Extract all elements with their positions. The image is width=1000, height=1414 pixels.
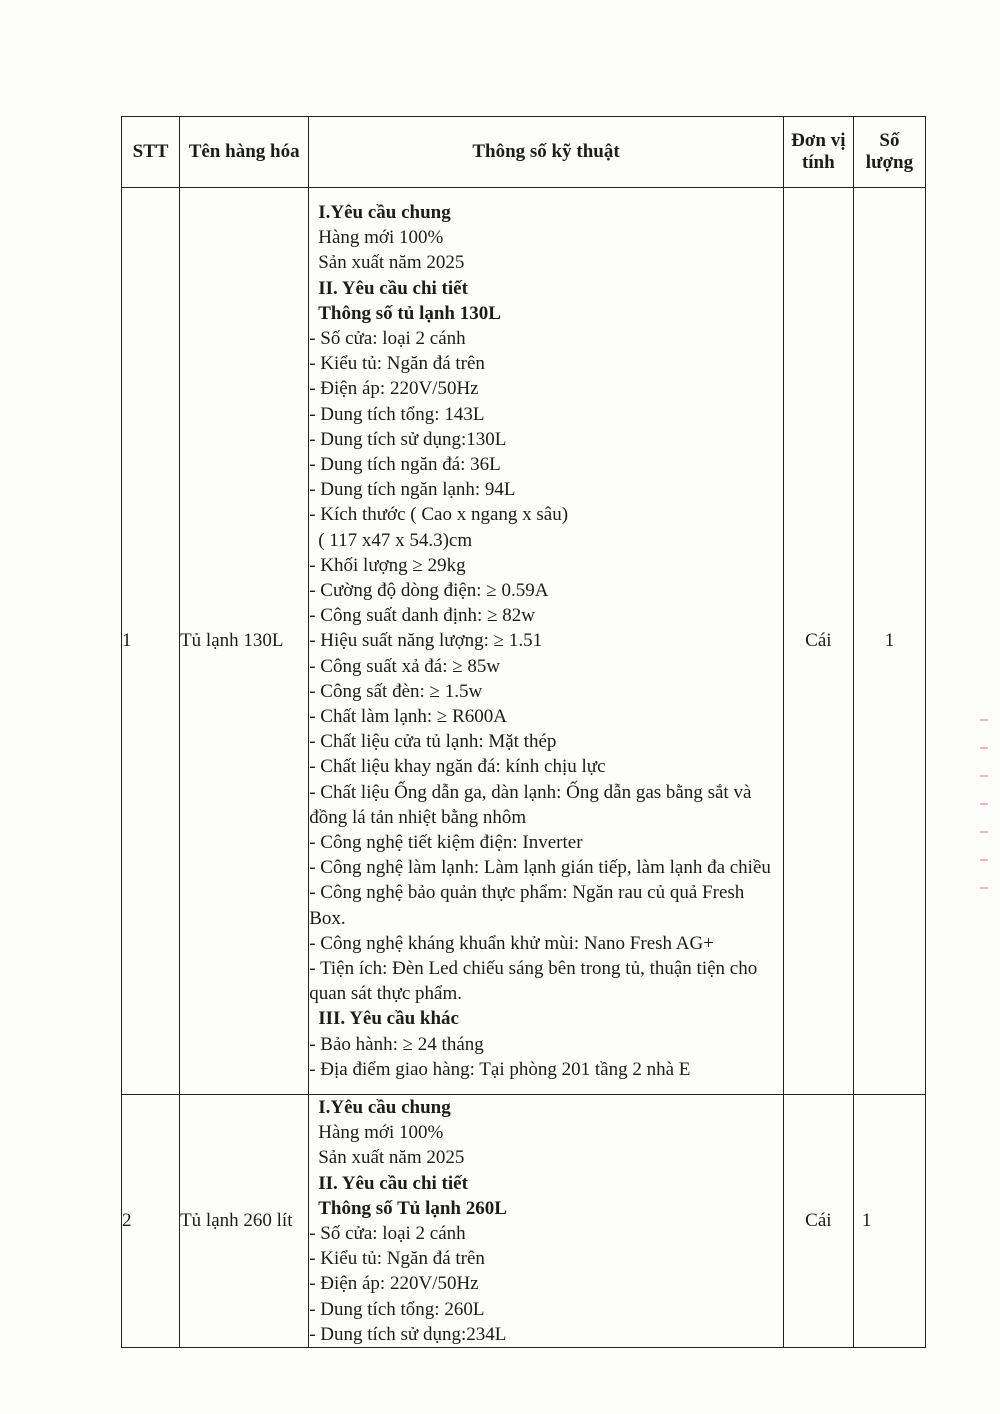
row-item-name: Tủ lạnh 130L (180, 188, 309, 1095)
spec-line: - Tiện ích: Đèn Led chiếu sáng bên trong tủ, thuận tiện cho quan sát thực phẩm. (309, 958, 758, 1005)
spec-line: - Chất liệu Ống dẫn ga, dàn lạnh: Ống dẫn gas bằng sắt và đồng lá tản nhiệt bằng nhôm (309, 781, 752, 828)
spec-line: Thông số Tủ lạnh 260L (318, 1197, 507, 1219)
spec-line: - Hiệu suất năng lượng: ≥ 1.51 (309, 630, 543, 652)
spec-line: - Dung tích tổng: 143L (309, 403, 485, 425)
spec-line: II. Yêu cầu chi tiết (318, 277, 468, 299)
spec-line: - Kiểu tủ: Ngăn đá trên (309, 1248, 485, 1270)
spec-line: Hàng mới 100% (318, 1122, 444, 1144)
header-spec: Thông số kỹ thuật (309, 117, 784, 188)
scan-edge-marks (980, 705, 988, 915)
header-unit: Đơn vị tính (783, 117, 853, 188)
spec-line: - Công suất xả đá: ≥ 85w (309, 655, 501, 677)
spec-line: - Số cửa: loại 2 cánh (309, 1223, 466, 1245)
row-spec (309, 188, 784, 1095)
spec-line: - Công nghệ làm lạnh: Làm lạnh gián tiếp, làm lạnh đa chiều (309, 857, 771, 879)
row-stt: 1 (122, 188, 180, 1095)
spec-line: - Số cửa: loại 2 cánh (309, 327, 466, 349)
spec-line: - Công nghệ kháng khuẩn khử mùi: Nano Fresh AG+ (309, 932, 714, 954)
spec-line: - Kiểu tủ: Ngăn đá trên (309, 353, 485, 375)
table-row (122, 1095, 926, 1348)
spec-line: I.Yêu cầu chung (318, 1097, 451, 1118)
spec-line: Sản xuất năm 2025 (318, 1147, 465, 1169)
spec-line: - Điện áp: 220V/50Hz (309, 1273, 479, 1295)
table-row (122, 188, 926, 1095)
spec-line: - Dung tích tổng: 260L (309, 1298, 485, 1320)
row-unit: Cái (783, 1095, 853, 1348)
spec-line: I.Yêu cầu chung (318, 201, 451, 223)
spec-line: - Công nghệ tiết kiệm điện: Inverter (309, 832, 583, 854)
header-name: Tên hàng hóa (180, 117, 309, 188)
spec-line: Hàng mới 100% (318, 227, 444, 249)
row-item-name: Tủ lạnh 260 lít (180, 1095, 309, 1348)
row-qty: 1 (853, 1095, 925, 1348)
spec-line: - Công nghệ bảo quản thực phẩm: Ngăn rau củ quả Fresh Box. (309, 882, 745, 929)
spec-line: - Chất làm lạnh: ≥ R600A (309, 706, 507, 727)
header-row (122, 117, 926, 188)
spec-line: - Dung tích sử dụng:130L (309, 428, 507, 450)
header-qty: Số lượng (853, 117, 925, 188)
header-stt: STT (122, 117, 180, 188)
spec-line: - Dung tích ngăn lạnh: 94L (309, 479, 516, 501)
spec-line: - Bảo hành: ≥ 24 tháng (309, 1033, 484, 1055)
spec-line: ( 117 x47 x 54.3)cm (318, 529, 473, 551)
spec-line: II. Yêu cầu chi tiết (318, 1172, 468, 1194)
spec-line: - Chất liệu cửa tủ lạnh: Mặt thép (309, 731, 557, 753)
spec-line: - Khối lượng ≥ 29kg (309, 554, 466, 576)
row-qty: 1 (853, 188, 925, 1095)
spec-line: Sản xuất năm 2025 (318, 252, 465, 274)
spec-line: - Dung tích ngăn đá: 36L (309, 453, 501, 475)
spec-line: - Công sất đèn: ≥ 1.5w (309, 680, 483, 702)
spec-line: - Điện áp: 220V/50Hz (309, 378, 479, 400)
spec-line: Thông số tủ lạnh 130L (318, 302, 501, 324)
row-unit: Cái (783, 188, 853, 1095)
spec-line: - Chất liệu khay ngăn đá: kính chịu lực (309, 756, 606, 778)
spec-line: - Địa điểm giao hàng: Tại phòng 201 tầng 2 nhà E (309, 1058, 691, 1080)
spec-line: III. Yêu cầu khác (318, 1008, 459, 1030)
spec-line: - Công suất danh định: ≥ 82w (309, 605, 535, 627)
spec-line: - Kích thước ( Cao x ngang x sâu) (309, 504, 569, 526)
spec-line: - Dung tích sử dụng:234L (309, 1323, 507, 1345)
row-stt: 2 (122, 1095, 180, 1348)
spec-table (121, 116, 926, 1348)
row-spec (309, 1095, 784, 1348)
spec-line: - Cường độ dòng điện: ≥ 0.59A (309, 579, 549, 601)
